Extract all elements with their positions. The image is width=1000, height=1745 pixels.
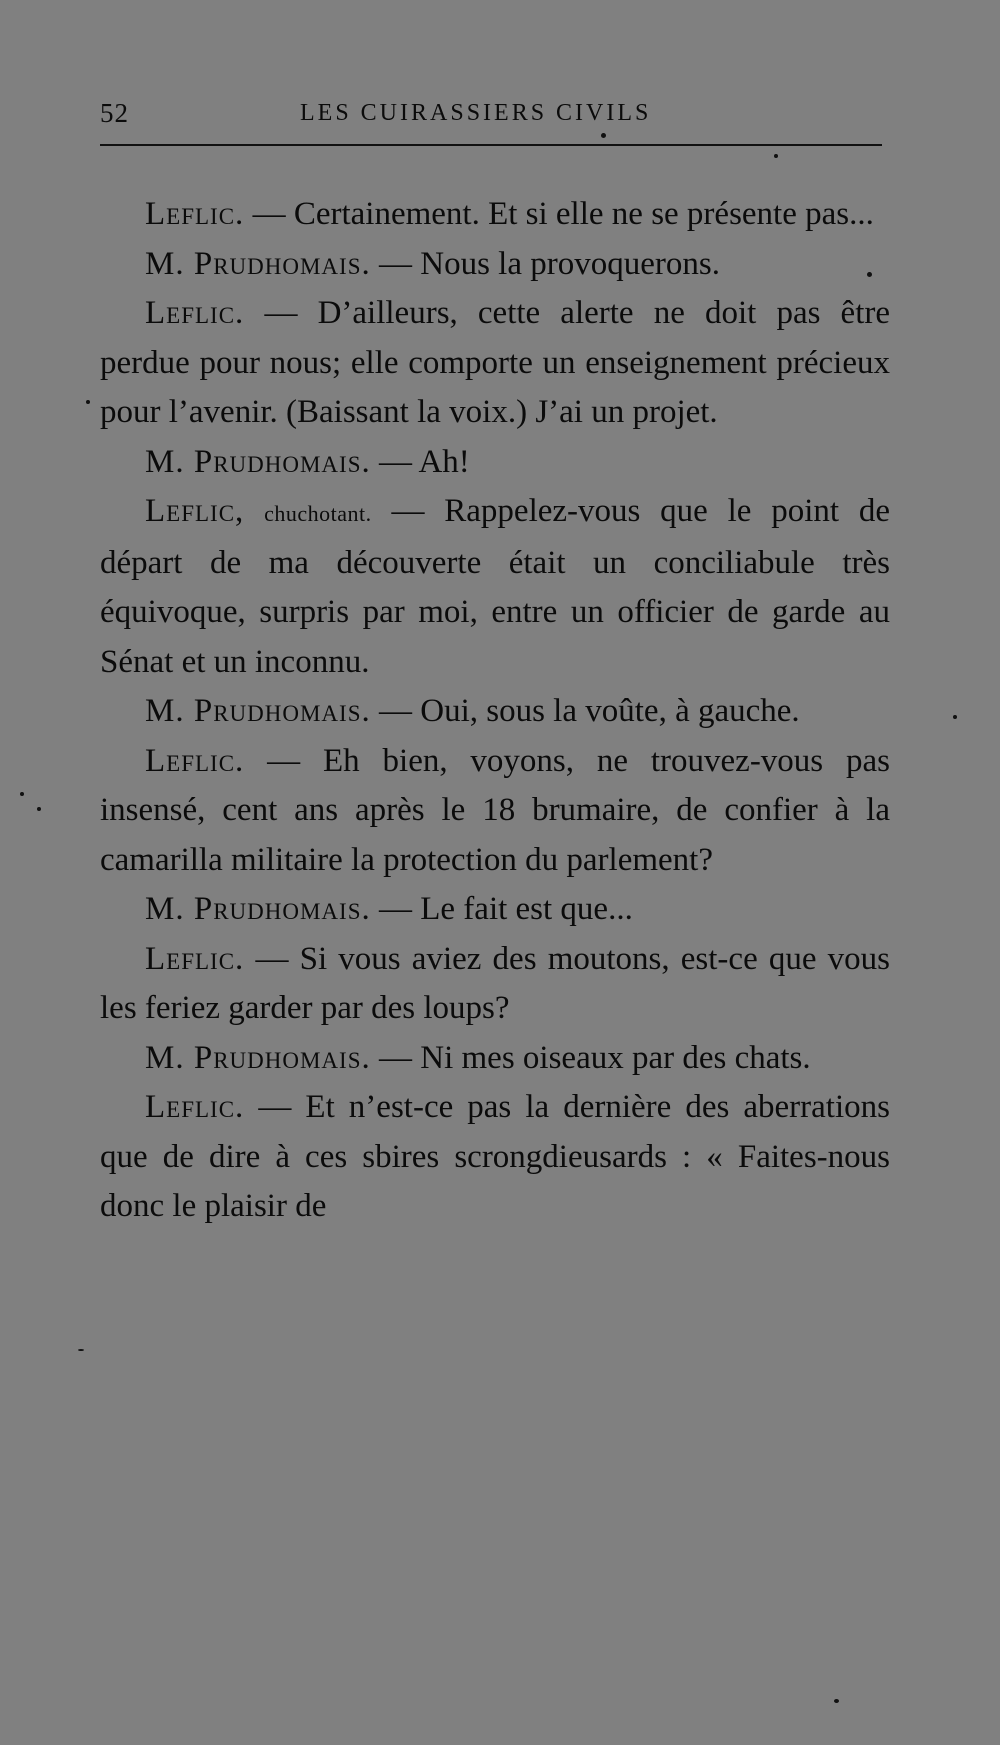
dialogue-paragraph bbox=[100, 190, 890, 240]
dialogue-dash: — bbox=[370, 245, 421, 282]
speaker-name: Leflic. bbox=[145, 940, 245, 977]
dialogue-line: Le fait est que... bbox=[420, 891, 633, 927]
dialogue-text bbox=[100, 190, 890, 1232]
dialogue-dash: — bbox=[244, 742, 324, 779]
print-speck bbox=[37, 807, 41, 811]
dialogue-line: Eh bien, voyons, ne trouvez-vous pas insensé, cent ans après le 18 brumaire, de confier à la camarilla militaire la protection du parlement? bbox=[100, 742, 890, 878]
print-speck bbox=[953, 715, 957, 719]
running-head: LES CUIRASSIERS CIVILS bbox=[300, 100, 652, 126]
speaker-name: Leflic, bbox=[145, 493, 245, 529]
dialogue-paragraph bbox=[100, 687, 890, 737]
print-speck bbox=[834, 1699, 839, 1703]
dialogue-paragraph bbox=[100, 1034, 890, 1084]
dialogue-dash: — bbox=[370, 1039, 421, 1076]
header-rule bbox=[100, 144, 882, 146]
print-speck bbox=[601, 133, 606, 138]
dialogue-line: Ah! bbox=[418, 443, 470, 480]
print-speck bbox=[867, 272, 872, 277]
dialogue-dash: — bbox=[244, 1089, 306, 1125]
dialogue-line: Ni mes oiseaux par des chats. bbox=[420, 1039, 811, 1076]
dialogue-dash: — bbox=[370, 693, 421, 729]
dialogue-dash: — bbox=[371, 493, 445, 529]
speaker-name: M. Prudhomais. bbox=[145, 1039, 371, 1076]
dialogue-dash: — bbox=[370, 443, 419, 480]
print-speck bbox=[78, 1349, 84, 1351]
page-header bbox=[100, 98, 882, 138]
dialogue-paragraph bbox=[100, 1083, 890, 1232]
speaker-name: Leflic. bbox=[145, 196, 245, 232]
dialogue-paragraph bbox=[100, 289, 890, 438]
dialogue-line: D’ailleurs, cette alerte ne doit pas être perdue pour nous; elle comporte un enseignement précieux pour l’avenir. (Baissant la voix.) J’ai un projet. bbox=[100, 295, 891, 430]
dialogue-paragraph bbox=[100, 438, 890, 488]
dialogue-line: Nous la provoquerons. bbox=[420, 245, 720, 282]
dialogue-paragraph bbox=[100, 935, 890, 1034]
dialogue-dash: — bbox=[244, 196, 294, 232]
print-speck bbox=[86, 400, 90, 404]
dialogue-dash: — bbox=[244, 940, 300, 977]
speaker-name: M. Prudhomais. bbox=[145, 693, 371, 729]
dialogue-paragraph bbox=[100, 885, 890, 935]
dialogue-line: Certainement. Et si elle ne se présente pas... bbox=[293, 196, 874, 232]
speaker-name: Leflic. bbox=[145, 295, 245, 331]
dialogue-dash: — bbox=[244, 295, 318, 331]
page-number: 52 bbox=[100, 98, 129, 128]
speaker-name: M. Prudhomais. bbox=[145, 891, 371, 927]
dialogue-paragraph bbox=[100, 240, 890, 290]
dialogue-line: Rappelez-vous que le point de départ de ma découverte était un conciliabule très équivoque, surpris par moi, entre un officier de garde au Sénat et un inconnu. bbox=[100, 493, 891, 680]
print-speck bbox=[20, 792, 24, 796]
speaker-name: Leflic. bbox=[145, 1089, 245, 1125]
dialogue-dash: — bbox=[370, 891, 421, 927]
dialogue-paragraph bbox=[100, 737, 890, 886]
speaker-name: M. Prudhomais. bbox=[145, 443, 371, 480]
dialogue-paragraph bbox=[100, 487, 890, 687]
speaker-name: M. Prudhomais. bbox=[145, 245, 371, 282]
speaker-name: Leflic. bbox=[145, 742, 245, 779]
dialogue-line: Si vous aviez des moutons, est-ce que vous les feriez garder par des loups? bbox=[100, 940, 891, 1026]
stage-direction: chuchotant. bbox=[264, 501, 372, 526]
print-speck bbox=[774, 154, 778, 158]
dialogue-line: Et n’est-ce pas la dernière des aberrations que de dire à ces sbires scrongdieusards : « Faites-nous donc le plaisir de bbox=[100, 1089, 890, 1224]
dialogue-line: Oui, sous la voûte, à gauche. bbox=[420, 693, 800, 729]
